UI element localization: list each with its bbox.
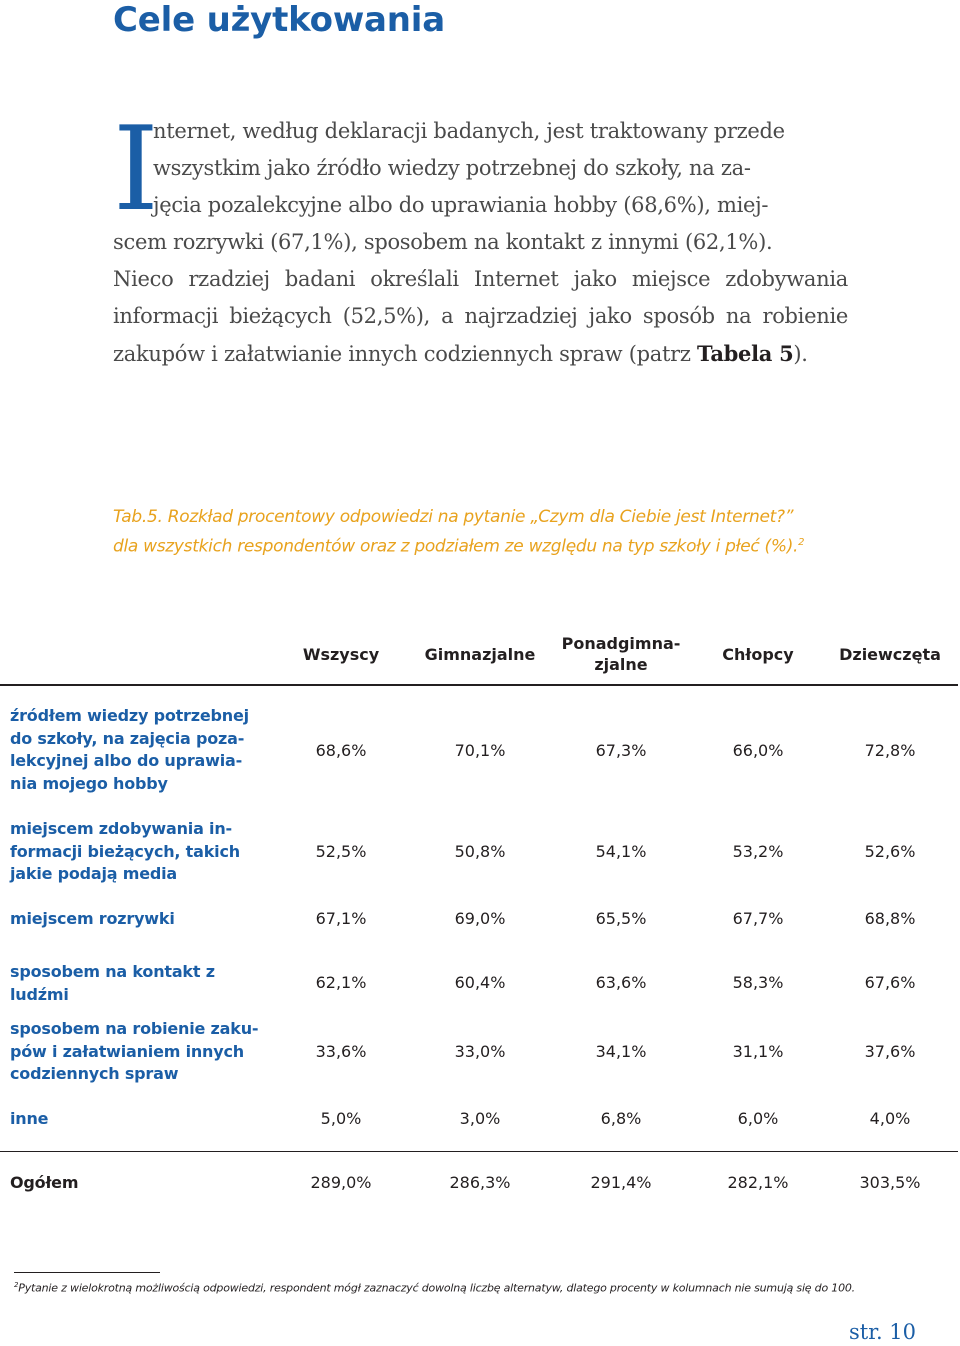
- footnote-rule: [14, 1272, 160, 1273]
- total-label: Ogółem: [10, 1173, 79, 1192]
- cell: 67,6%: [864, 973, 916, 992]
- cell: 69,0%: [454, 909, 506, 928]
- cell: 6,0%: [737, 1109, 779, 1128]
- intro-body-text: Nieco rzadziej badani określali Internet jako miejsce zdobywania informacji bieżących (52,5%), a najrzadziej jako sposób na robienie zakupów i załatwianie innych codziennych spraw (patrz: [113, 267, 848, 366]
- cell: 3,0%: [459, 1109, 501, 1128]
- total-cell: 286,3%: [449, 1173, 511, 1192]
- page-number: str. 10: [849, 1320, 917, 1344]
- section-title: Cele użytkowania: [113, 0, 445, 40]
- cell: 58,3%: [732, 973, 784, 992]
- cell: 70,1%: [454, 741, 506, 760]
- intro-paragraph: [113, 102, 848, 373]
- table-reference[interactable]: Tabela 5: [697, 341, 794, 366]
- total-cell: 291,4%: [590, 1173, 652, 1192]
- total-cell: 303,5%: [859, 1173, 921, 1192]
- table-caption: [113, 505, 913, 560]
- drop-cap: I: [113, 102, 159, 237]
- row-label: miejscem rozrywki: [10, 909, 175, 928]
- cell: 37,6%: [864, 1042, 916, 1061]
- cell: 67,1%: [315, 909, 367, 928]
- cell: 52,6%: [864, 842, 916, 861]
- row-label: źródłem wiedzy potrzebnej do szkoły, na zajęcia pozalekcyjnej albo do uprawiania mojego hobby: [10, 706, 249, 793]
- intro-body: [113, 261, 848, 373]
- cell: 33,6%: [315, 1042, 367, 1061]
- intro-body-end: ).: [793, 342, 808, 366]
- intro-line-4: scem rozrywki (67,1%), sposobem na kontakt z innymi (62,1%).: [113, 230, 773, 254]
- intro-line-3: jęcia pozalekcyjne albo do uprawiania hobby (68,6%), miej-: [153, 193, 769, 217]
- cell: 67,3%: [595, 741, 647, 760]
- header-divider: [0, 684, 958, 686]
- footnote-marker: 2: [14, 1281, 19, 1289]
- row-label: sposobem na kontakt z ludźmi: [10, 962, 215, 1004]
- total-divider: [0, 1151, 958, 1152]
- footnote-text: Pytanie z wielokrotną możliwością odpowiedzi, respondent mógł zaznaczyć dowolną liczbę alternatyw, dlatego procenty w kolumnach nie sumują się do 100.: [18, 1281, 855, 1295]
- header-wszyscy: Wszyscy: [302, 645, 380, 664]
- footnote: [14, 1281, 914, 1295]
- cell: 31,1%: [732, 1042, 784, 1061]
- row-label: inne: [10, 1109, 49, 1128]
- intro-line-2: wszystkim jako źródło wiedzy potrzebnej do szkoły, na za-: [153, 156, 751, 180]
- cell: 68,6%: [315, 741, 367, 760]
- cell: 5,0%: [320, 1109, 362, 1128]
- caption-line-2: dla wszystkich respondentów oraz z podziałem ze względu na typ szkoły i płeć (%).: [113, 536, 799, 557]
- caption-footnote-ref: 2: [798, 537, 805, 548]
- header-dziewczeta: Dziewczęta: [839, 645, 941, 664]
- cell: 60,4%: [454, 973, 506, 992]
- header-gimnazjalne: Gimnazjalne: [424, 645, 536, 664]
- total-cell: 282,1%: [727, 1173, 789, 1192]
- cell: 6,8%: [600, 1109, 642, 1128]
- row-label: sposobem na robienie zakupów i załatwianiem innych codziennych spraw: [10, 1019, 259, 1083]
- caption-line-1: Tab.5. Rozkład procentowy odpowiedzi na pytanie „Czym dla Ciebie jest Internet?”: [113, 507, 794, 527]
- cell: 34,1%: [595, 1042, 647, 1061]
- cell: 53,2%: [732, 842, 784, 861]
- cell: 63,6%: [595, 973, 647, 992]
- cell: 52,5%: [315, 842, 367, 861]
- cell: 4,0%: [869, 1109, 911, 1128]
- cell: 66,0%: [732, 741, 784, 760]
- cell: 54,1%: [595, 842, 647, 861]
- cell: 33,0%: [454, 1042, 506, 1061]
- cell: 50,8%: [454, 842, 506, 861]
- total-cell: 289,0%: [310, 1173, 372, 1192]
- cell: 72,8%: [864, 741, 916, 760]
- header-chlopcy: Chłopcy: [722, 645, 794, 664]
- intro-line-1: nternet, według deklaracji badanych, jest traktowany przede: [153, 119, 785, 143]
- header-ponadgimnazjalne: Ponadgimna- zjalne: [561, 634, 681, 674]
- cell: 62,1%: [315, 973, 367, 992]
- cell: 65,5%: [595, 909, 647, 928]
- cell: 67,7%: [732, 909, 784, 928]
- row-label: miejscem zdobywania informacji bieżących, takich jakie podają media: [10, 819, 240, 883]
- cell: 68,8%: [864, 909, 916, 928]
